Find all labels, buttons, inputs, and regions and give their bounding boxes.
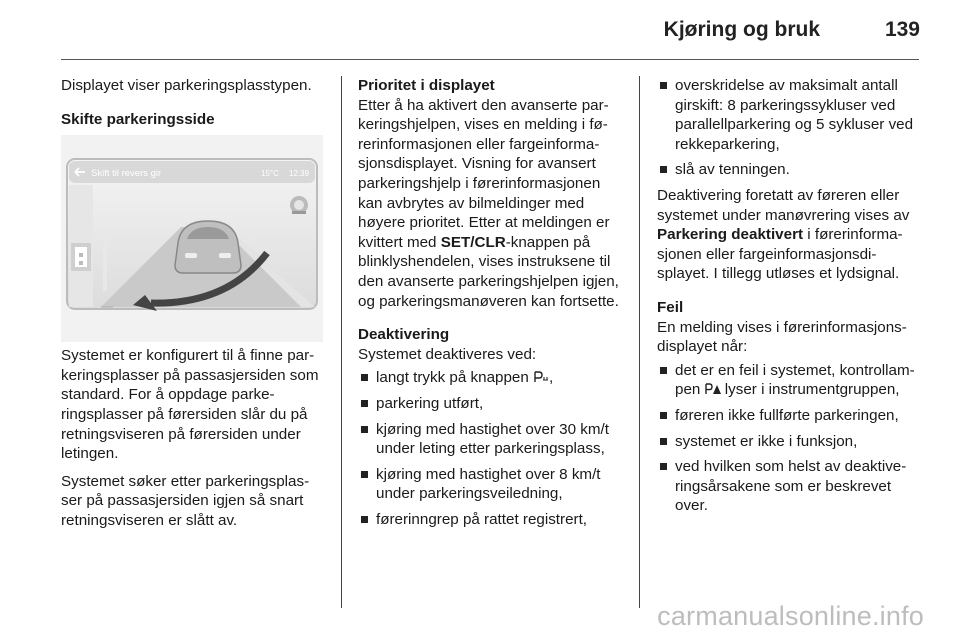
list-item: ved hvilken som helst av deaktive-ringsårsakene som er beskrevet over. <box>657 457 923 516</box>
parking-display-figure <box>61 135 323 342</box>
parking-slot-icon <box>71 243 91 271</box>
section-heading-deactivation: Deaktivering <box>358 326 450 344</box>
intro-text: Displayet viser parkeringsplasstypen. <box>61 77 312 94</box>
fault-intro: En melding vises i førerinformasjons-displayet når: <box>657 318 907 356</box>
watermark: carmanualsonline.info <box>657 601 924 631</box>
header-rule <box>61 59 919 60</box>
column-3 <box>657 76 923 522</box>
parking-deactivated-label: Parkering deaktivert <box>657 226 804 244</box>
deactivation-list <box>358 368 624 529</box>
screen-title: Skift til revers gir <box>91 168 162 180</box>
list-item: parkering utført, <box>358 394 624 414</box>
parking-warning-lamp-icon <box>705 383 721 395</box>
screen-temperature: 15°C <box>261 169 279 179</box>
car-icon <box>175 221 241 273</box>
column-2 <box>358 76 624 535</box>
column-divider-1 <box>341 76 342 608</box>
list-item: føreren ikke fullførte parkeringen, <box>657 406 923 426</box>
list-item: systemet er ikke i funksjon, <box>657 432 923 452</box>
section-heading-fault: Feil <box>657 298 684 316</box>
header-title: Kjøring og bruk <box>663 18 820 41</box>
list-item: førerinngrep på rattet registrert, <box>358 510 624 530</box>
paragraph-search-again: Systemet søker etter parkeringsplas-ser på passasjersiden igjen så snart retningsviseren er slått av. <box>61 472 310 529</box>
parking-assist-button-icon <box>533 371 549 383</box>
deactivation-list-continued <box>657 76 923 180</box>
column-1 <box>61 76 323 531</box>
section-heading-change-side: Skifte parkeringsside <box>61 110 215 128</box>
deactivation-intro: Systemet deaktiveres ved: <box>358 345 537 363</box>
screen-time: 12:39 <box>289 169 310 179</box>
fault-list <box>657 361 923 516</box>
list-item: slå av tenningen. <box>657 160 923 180</box>
section-heading-priority: Prioritet i displayet <box>358 77 495 94</box>
list-item: overskridelse av maksimalt antall girskift: 8 parkeringssykluser ved parallellparkering og 5 sykluser ved rekkeparkering, <box>657 76 923 154</box>
priority-text-1: Etter å ha aktivert den avanserte par-keringshjelpen, vises en melding i fø-rerinformasjonen eller fargeinforma-sjonsdisplayet. Visning for avansert parkeringshjelp i førerinformasjonen kan avbrytes av bilmeldinger med høyere prioritet. Etter at meldingen er kvittert med <box>358 96 610 251</box>
list-item: kjøring med hastighet over 30 km/t under leting etter parkeringsplass, <box>358 420 624 459</box>
display-illustration <box>61 135 323 342</box>
paragraph-configuration: Systemet er konfigurert til å finne par-keringsplasser på passasjersiden som standard. For å oppdage parke-ringsplasser på førersiden slår du på retningsviseren på førersiden under letingen. <box>61 347 319 463</box>
paragraph-deactivated-message: Deaktivering foretatt av føreren eller systemet under manøvrering vises av Parkering deaktivert i førerinforma-sjonen eller fargeinformasjonsdi-splayet. I tillegg utløses et lydsignal. <box>657 186 910 283</box>
list-item: langt trykk på knappen , <box>358 368 624 388</box>
list-item: det er en feil i systemet, kontrollam-pen lyser i instrumentgruppen, <box>657 361 923 400</box>
page-number: 139 <box>884 18 920 41</box>
set-clr-label: SET/CLR <box>440 233 506 251</box>
gear-icon <box>290 196 308 214</box>
priority-text-2: -knappen på blinklyshendelen, vises instruksene til den avanserte parkeringshjelpen igjen, og parkeringsmanøveren kan fortsette. <box>358 233 619 310</box>
paragraph-priority <box>358 96 624 312</box>
column-divider-2 <box>639 76 640 608</box>
list-item: kjøring med hastighet over 8 km/t under parkeringsveiledning, <box>358 465 624 504</box>
